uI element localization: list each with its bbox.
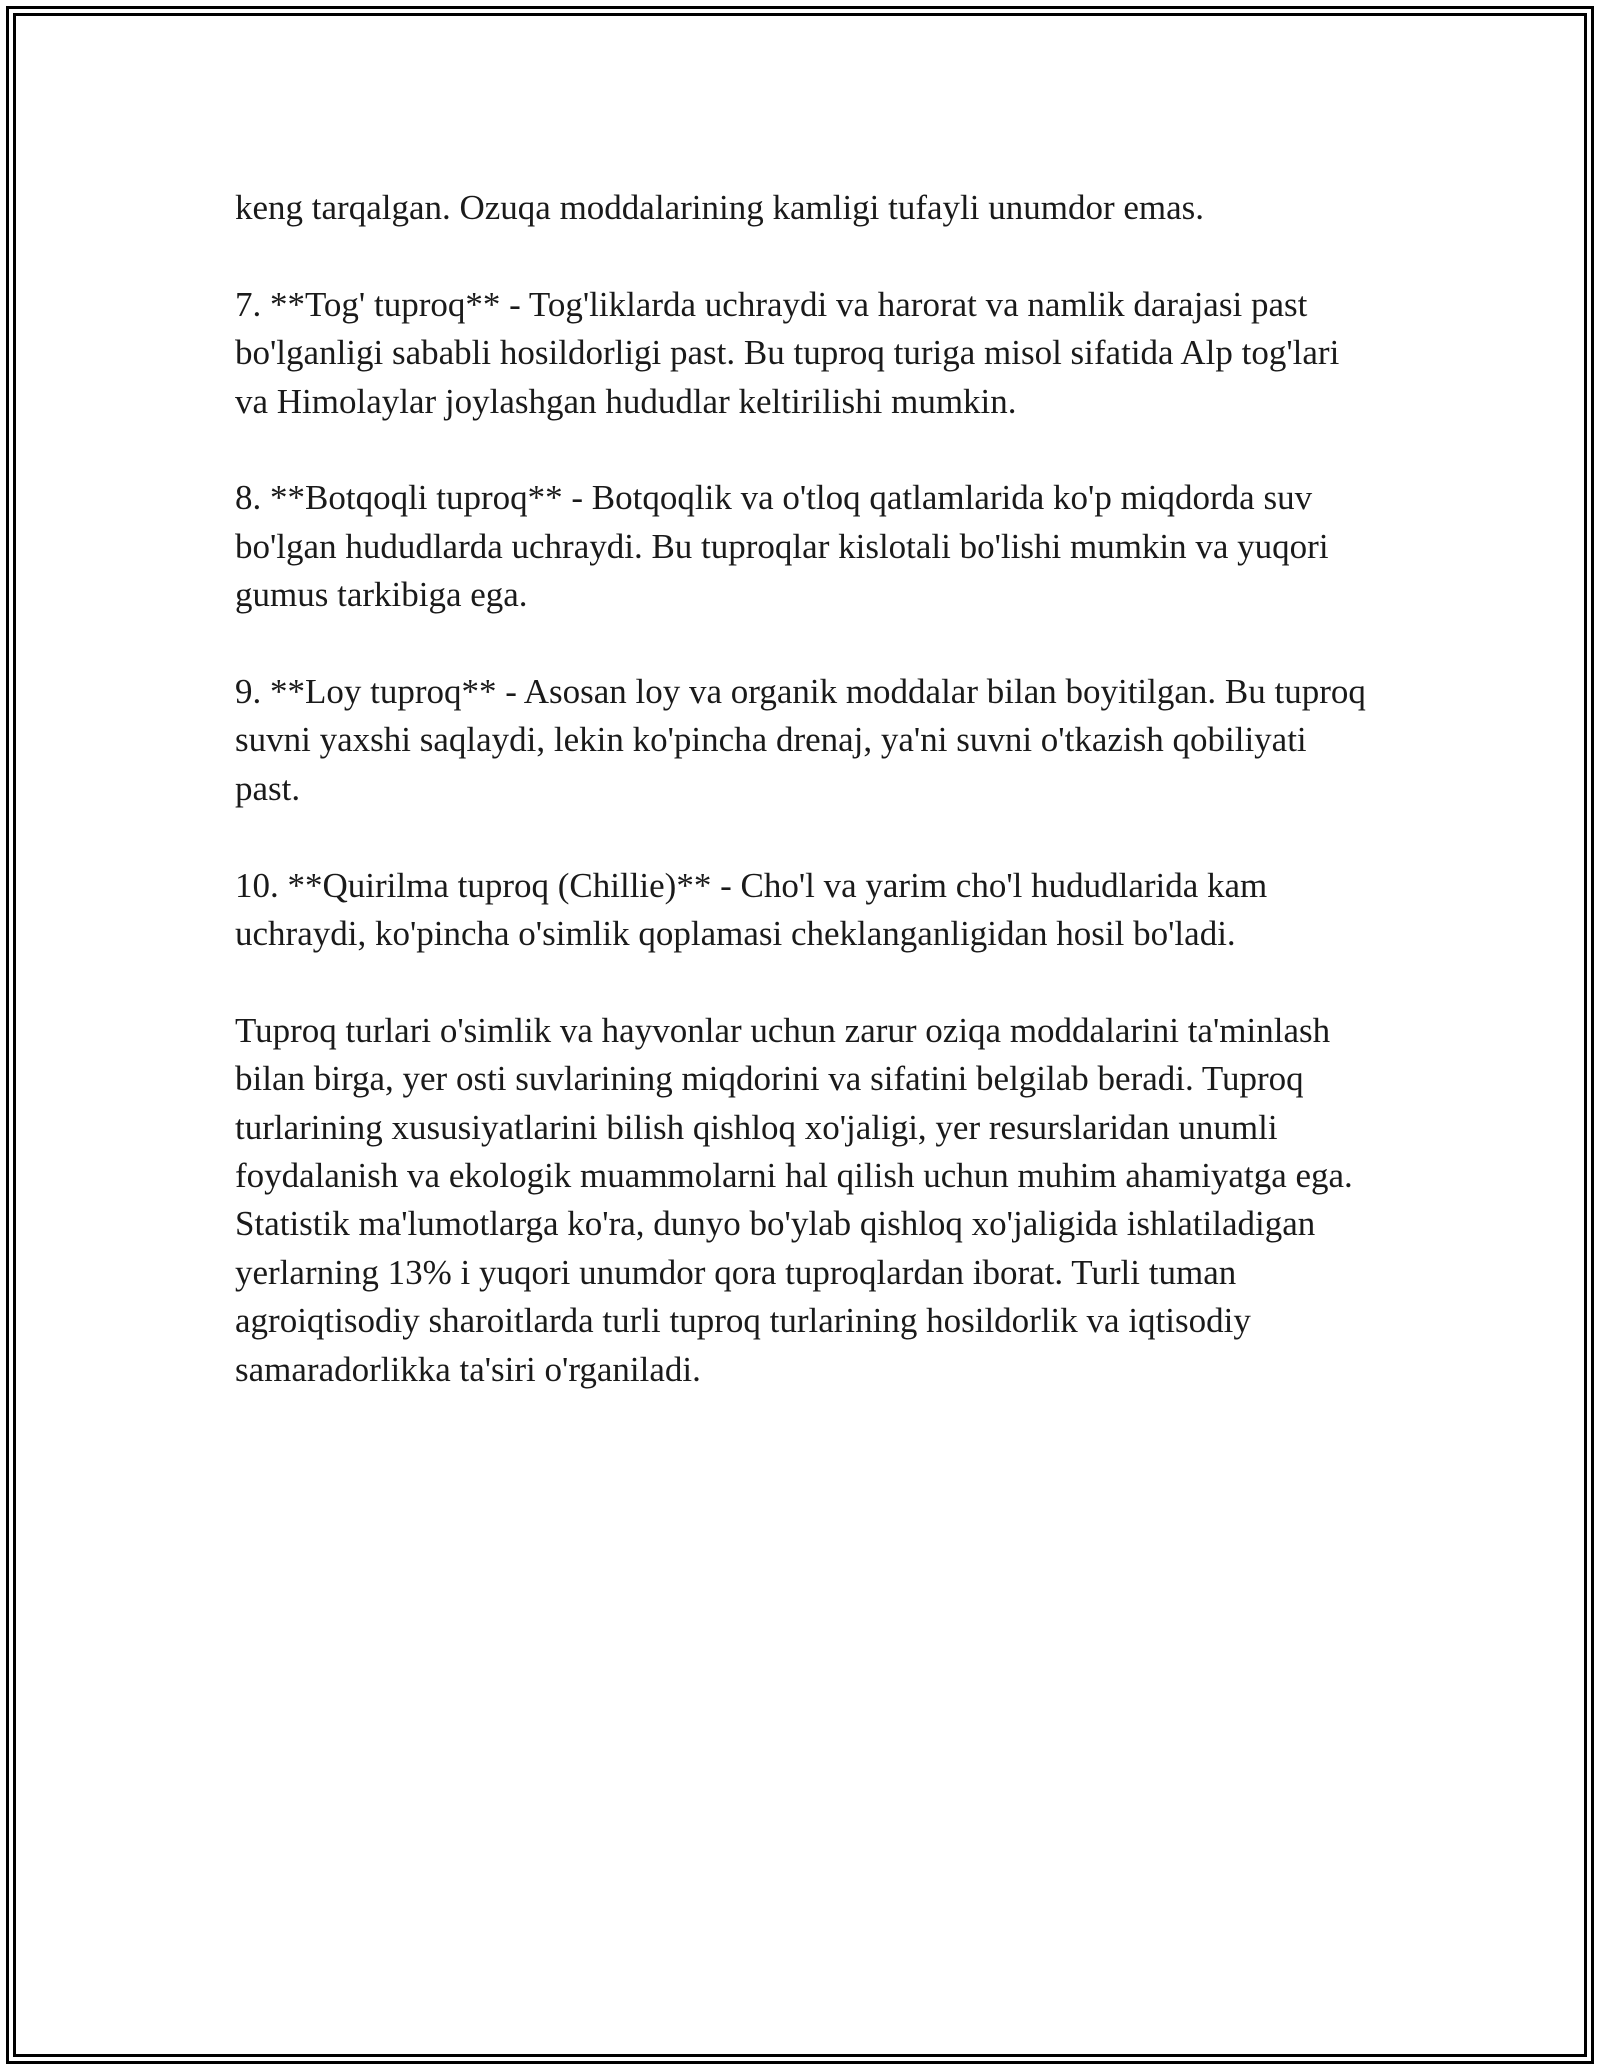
document-body: [235, 184, 1375, 1394]
paragraph-continuation: keng tarqalgan. Ozuqa moddalarining kamligi tufayli unumdor emas.: [235, 188, 1205, 227]
paragraph-conclusion: Tuproq turlari o'simlik va hayvonlar uchun zarur oziqa moddalarini ta'minlash bilan birga, yer osti suvlarining miqdorini va sifatini belgilab beradi. Tuproq turlarining xususiyatlarini bilish qishloq xo'jaligi, yer resurslaridan unumli foydalanish va ekologik muammolarni hal qilish uchun muhim ahamiyatga ega. Statistik ma'lumotlarga ko'ra, dunyo bo'ylab qishloq xo'jaligida ishlatiladigan yerlarning 13% i yuqori unumdor qora tuproqlardan iborat. Turli tuman agroiqtisodiy sharoitlarda turli tuproq turlarining hosildorlik va iqtisodiy samaradorlikka ta'siri o'rganiladi.: [235, 1010, 1353, 1389]
paragraph-quirilma-tuproq: 10. **Quirilma tuproq (Chillie)** - Cho'l va yarim cho'l hududlarida kam uchraydi, ko'pincha o'simlik qoplamasi cheklanganligidan hosil bo'ladi.: [235, 865, 1268, 954]
paragraph-tog-tuproq: 7. **Tog' tuproq** - Tog'liklarda uchraydi va harorat va namlik darajasi past bo'lganligi sababli hosildorligi past. Bu tuproq turiga misol sifatida Alp tog'lari va Himolaylar joylashgan hududlar keltirilishi mumkin.: [235, 284, 1340, 421]
paragraph-botqoqli-tuproq: 8. **Botqoqli tuproq** - Botqoqlik va o'tloq qatlamlarida ko'p miqdorda suv bo'lgan hududlarda uchraydi. Bu tuproqlar kislotali bo'lishi mumkin va yuqori gumus tarkibiga ega.: [235, 478, 1329, 615]
paragraph-loy-tuproq: 9. **Loy tuproq** - Asosan loy va organik moddalar bilan boyitilgan. Bu tuproq suvni yaxshi saqlaydi, lekin ko'pincha drenaj, ya'ni suvni o'tkazish qobiliyati past.: [235, 672, 1366, 808]
